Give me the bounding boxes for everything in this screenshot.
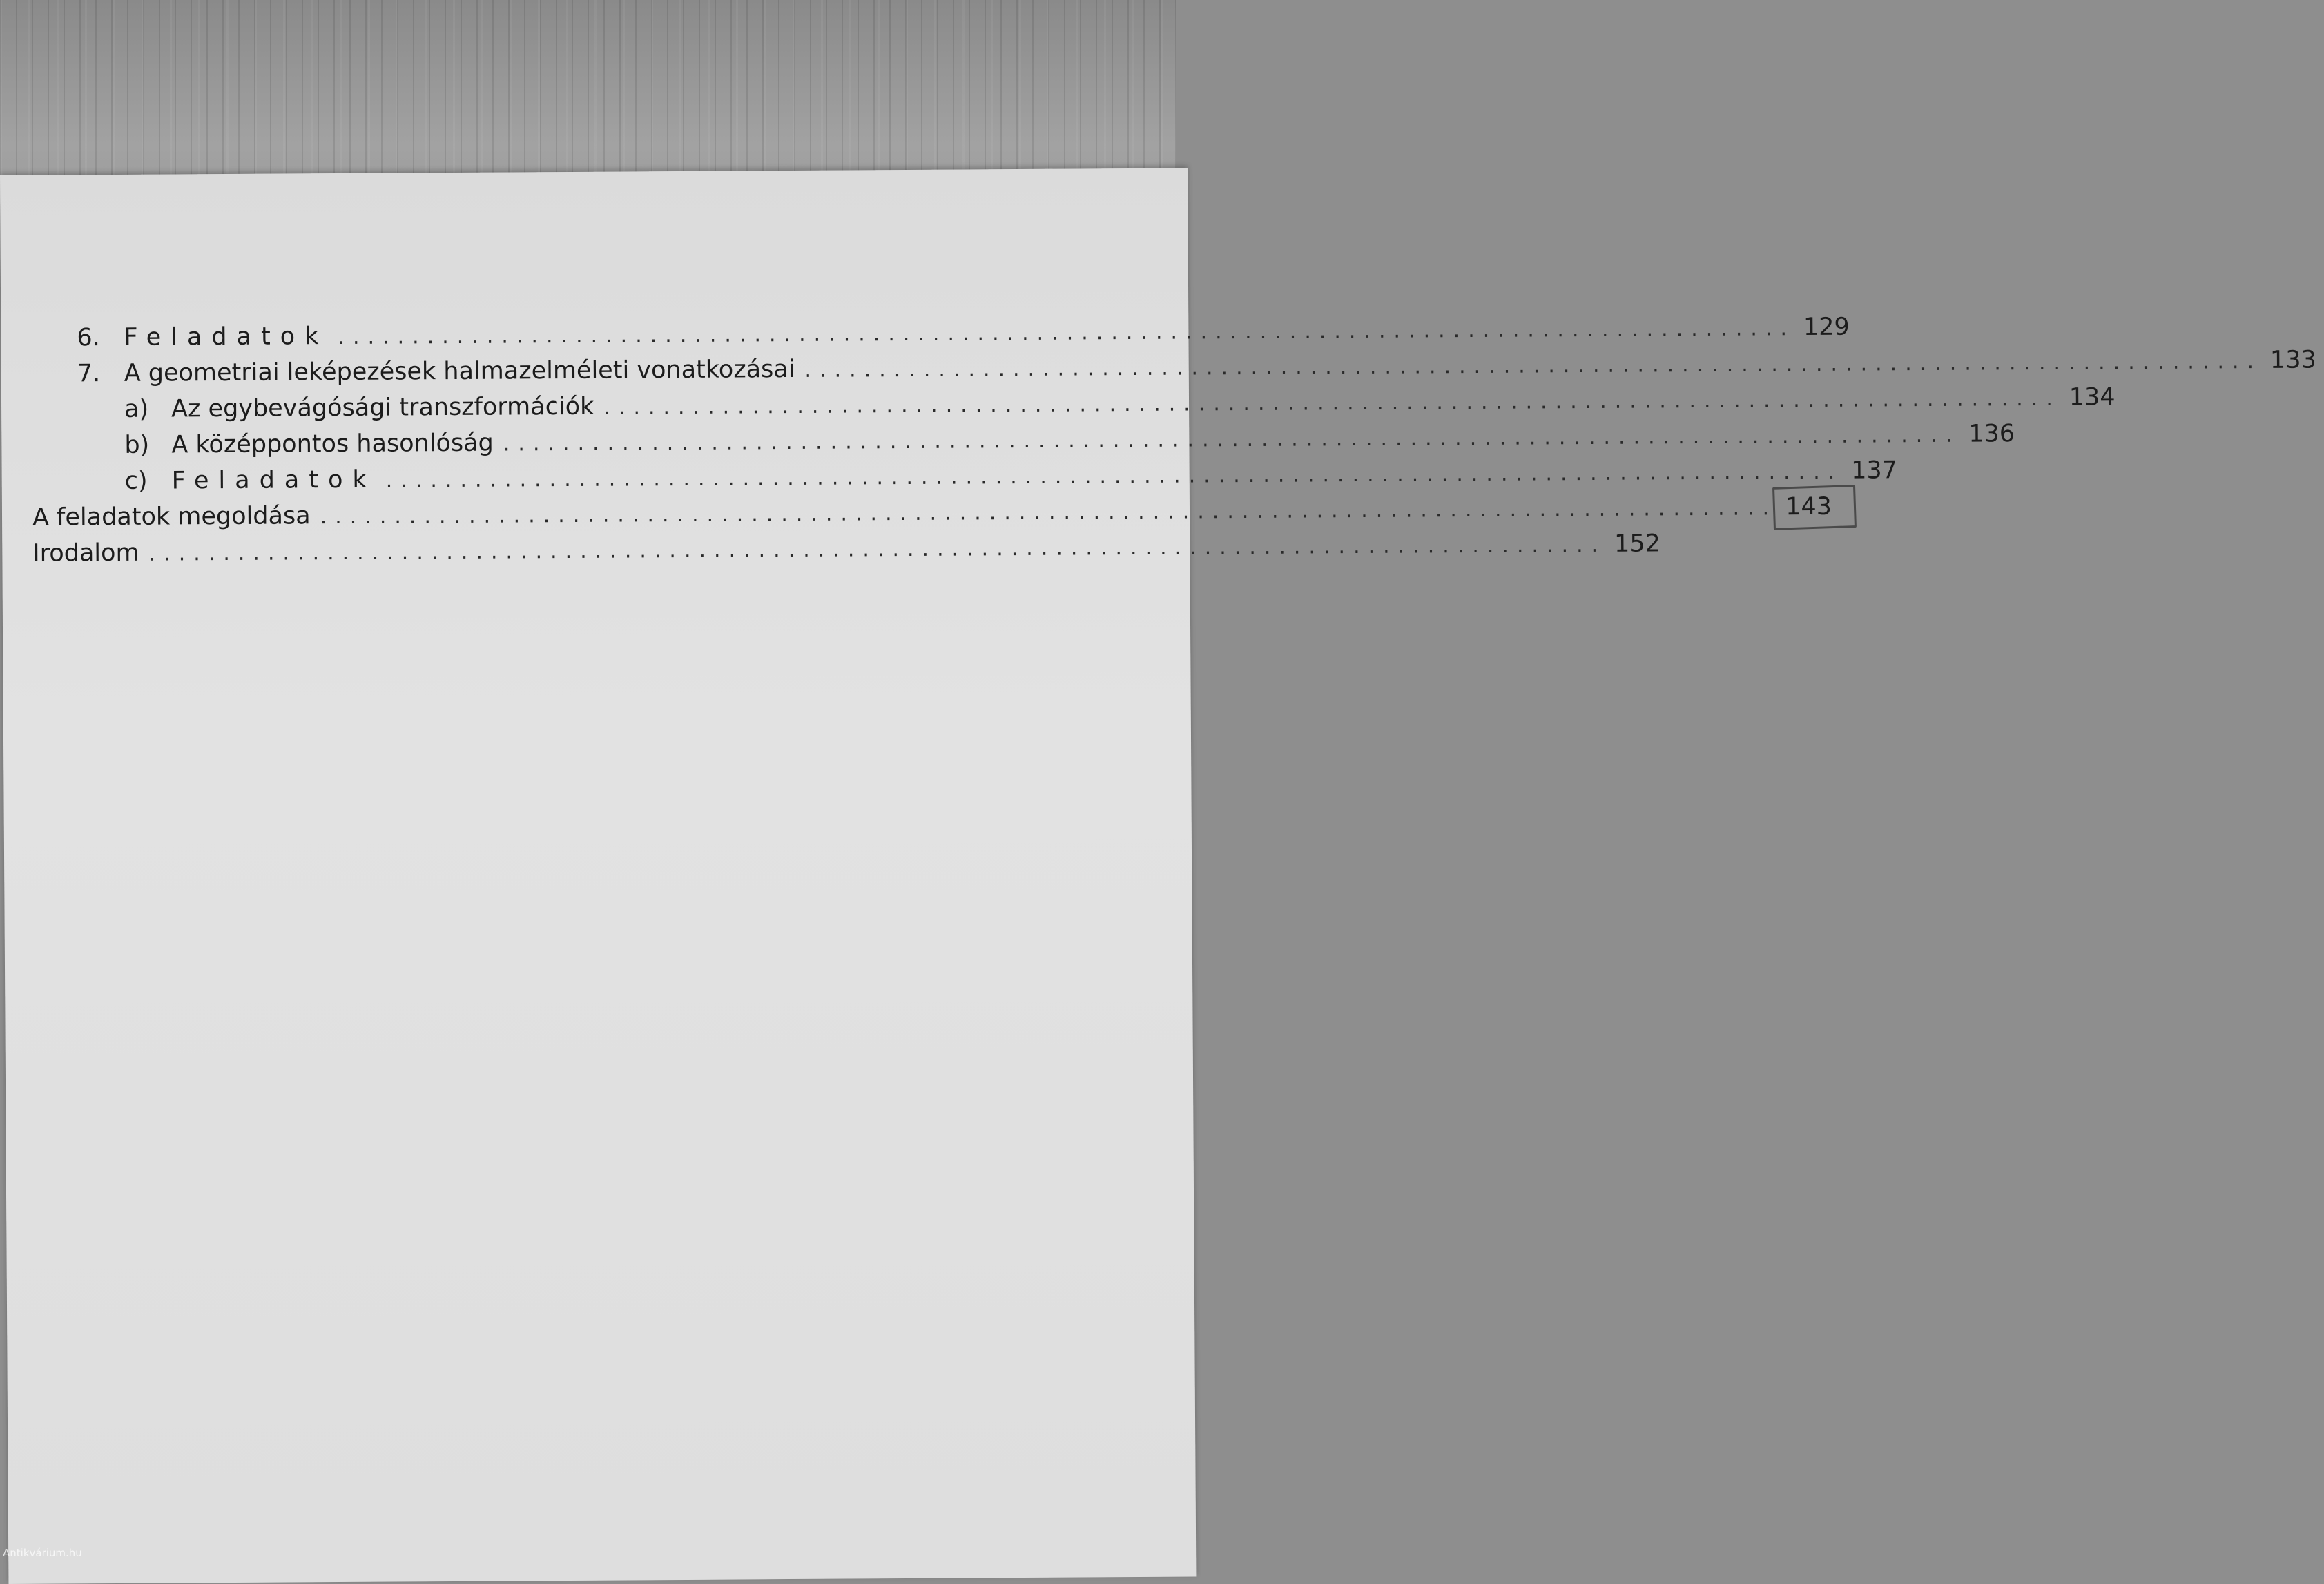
dot-leader: .................................................................................................. <box>503 423 1961 456</box>
dot-leader: .................................................................................................. <box>320 496 1778 530</box>
watermark-text: Antikvárium.hu <box>3 1547 82 1559</box>
toc-entry <box>77 346 2316 392</box>
toc-entry-number: a) <box>124 395 149 423</box>
toc-entry-page: 152 <box>1614 530 1661 558</box>
toc-entry-title: Feladatok <box>171 465 376 495</box>
dot-leader: .................................................................................................. <box>148 532 1607 566</box>
toc-entry-number: b) <box>124 431 150 459</box>
toc-entry <box>32 529 1661 572</box>
book-page <box>0 168 2316 1583</box>
toc-entry-page: 137 <box>1851 456 1898 485</box>
toc-entry <box>124 420 2015 463</box>
toc-entry-page: 129 <box>1803 313 1850 342</box>
dot-leader: .................................................................................................. <box>603 386 2061 420</box>
toc-entry-title: A középpontos hasonlóság <box>171 429 494 459</box>
toc-entry-number: 7. <box>77 360 101 388</box>
toc-entry <box>32 492 1832 536</box>
toc-entry-page: 134 <box>2069 383 2115 412</box>
toc-entry-title: A geometriai leképezések halmazelméleti vonatkozásai <box>124 355 795 387</box>
toc-entry <box>77 313 1850 356</box>
toc-entry-page-boxed: 143 <box>1785 489 1831 525</box>
toc-entry-title: Feladatok <box>124 322 329 351</box>
toc-entry <box>124 383 2115 427</box>
toc-entry <box>124 456 1898 499</box>
dot-leader: .................................................................................................. <box>385 459 1843 493</box>
table-of-contents <box>1 313 2316 568</box>
toc-entry-page: 136 <box>1968 420 2015 448</box>
toc-entry-page: 133 <box>2269 346 2316 374</box>
toc-entry-number: c) <box>124 467 148 495</box>
toc-entry-title: A feladatok megoldása <box>32 502 311 532</box>
toc-entry-title: Irodalom <box>32 539 139 568</box>
dot-leader: .................................................................................................. <box>338 316 1796 350</box>
toc-entry-title: Az egybevágósági transzformációk <box>171 392 594 423</box>
toc-entry-number: 6. <box>77 324 100 352</box>
dot-leader: .................................................................................................. <box>804 349 2263 383</box>
